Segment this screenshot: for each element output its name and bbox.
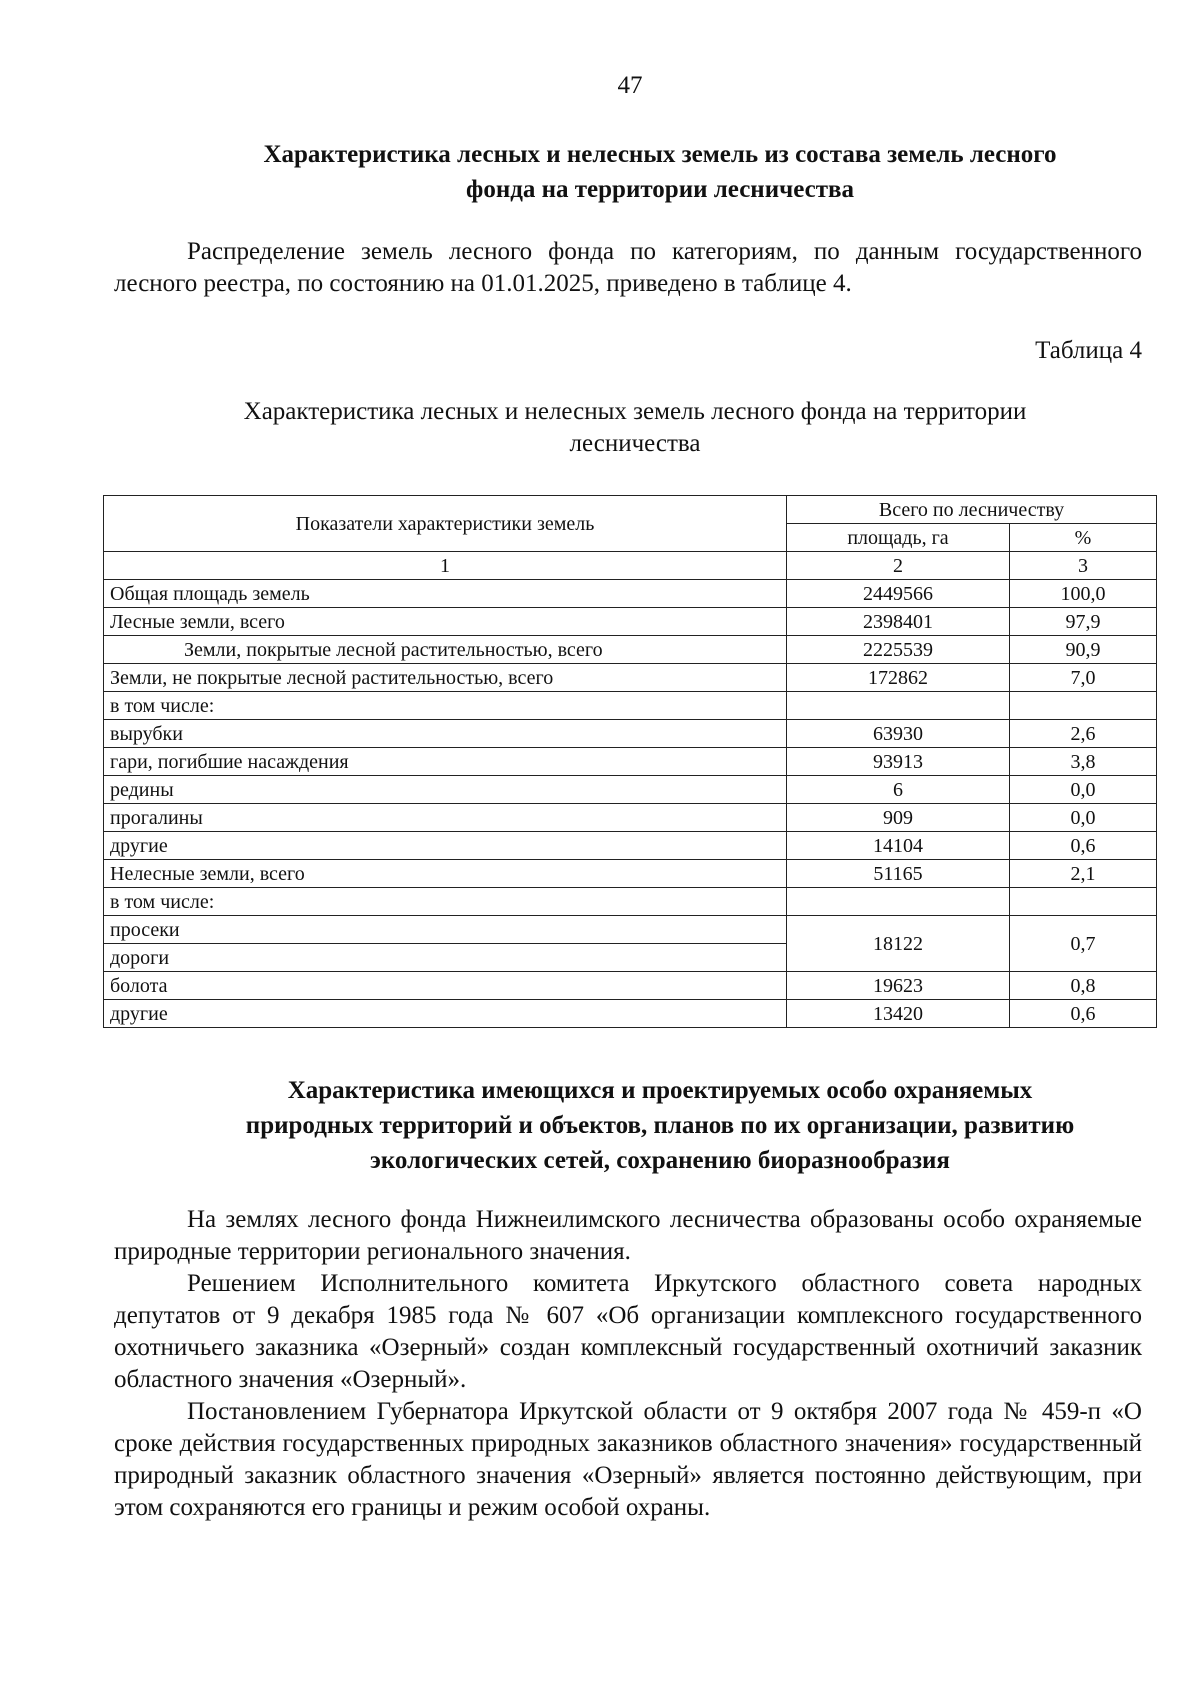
heading-line: экологических сетей, сохранению биоразнообразия [370, 1147, 950, 1174]
row-label: редины [104, 776, 787, 804]
body-paragraph: Постановлением Губернатора Иркутской области от 9 октября 2007 года № 459-п «О сроке действия государственных природных заказников областного значения» государственный природный заказник областного значения «Озерный» является постоянно действующим, при этом сохраняются его границы и режим особой охраны. [114, 1398, 1142, 1521]
table-row [104, 832, 1157, 860]
heading-line: Характеристика лесных и нелесных земель из состава земель лесного [263, 141, 1057, 168]
table-row [104, 636, 1157, 664]
row-area: 6 [787, 776, 1010, 804]
table-row [104, 804, 1157, 832]
row-area: 2449566 [787, 580, 1010, 608]
protected-areas-text [114, 1204, 1142, 1524]
header-indicator: Показатели характеристики земель [104, 496, 787, 552]
row-label: в том числе: [104, 888, 787, 916]
row-area [787, 692, 1010, 720]
row-percent [1010, 692, 1157, 720]
header-group: Всего по лесничеству [787, 496, 1157, 524]
body-paragraph: На землях лесного фонда Нижнеилимского лесничества образованы особо охраняемые природные территории регионального значения. [114, 1206, 1142, 1265]
heading-line: природных территорий и объектов, планов по их организации, развитию [245, 1112, 1075, 1139]
section-heading-protected-areas [110, 1073, 1200, 1178]
table-row [104, 608, 1157, 636]
row-area: 19623 [787, 972, 1010, 1000]
table-row [104, 748, 1157, 776]
row-area: 172862 [787, 664, 1010, 692]
row-area: 93913 [787, 748, 1010, 776]
body-paragraph: Решением Исполнительного комитета Иркутского областного совета народных депутатов от 9 декабря 1985 года № 607 «Об организации комплексного государственного охотничьего заказника «Озерный» создан комплексный государственный охотничий заказник областного значения «Озерный». [114, 1270, 1142, 1393]
row-label: другие [104, 1000, 787, 1028]
row-area: 14104 [787, 832, 1010, 860]
intro-paragraph: Распределение земель лесного фонда по категориям, по данным государственного лесного реестра, по состоянию на 01.01.2025, приведено в таблице 4. [114, 238, 1142, 297]
table-row [104, 580, 1157, 608]
row-area: 18122 [787, 916, 1010, 972]
column-number: 1 [104, 552, 787, 580]
table-title-line: лесничества [569, 430, 701, 457]
row-area: 13420 [787, 1000, 1010, 1028]
row-percent: 0,8 [1010, 972, 1157, 1000]
table-row [104, 720, 1157, 748]
row-label: болота [104, 972, 787, 1000]
table-number: Таблица 4 [1035, 337, 1142, 364]
row-area: 51165 [787, 860, 1010, 888]
table-row [104, 664, 1157, 692]
table-row [104, 972, 1157, 1000]
heading-line: Характеристика имеющихся и проектируемых особо охраняемых [287, 1077, 1033, 1104]
column-number: 3 [1010, 552, 1157, 580]
row-label: гари, погибшие насаждения [104, 748, 787, 776]
row-percent: 2,1 [1010, 860, 1157, 888]
row-area: 909 [787, 804, 1010, 832]
table-row [104, 692, 1157, 720]
column-number: 2 [787, 552, 1010, 580]
row-area: 63930 [787, 720, 1010, 748]
table-title-line: Характеристика лесных и нелесных земель лесного фонда на территории [243, 398, 1027, 425]
table-column-numbers [104, 552, 1157, 580]
row-percent: 2,6 [1010, 720, 1157, 748]
table-row [104, 1000, 1157, 1028]
row-label: Земли, покрытые лесной растительностью, всего [104, 636, 787, 664]
row-percent [1010, 888, 1157, 916]
row-area: 2225539 [787, 636, 1010, 664]
row-percent: 0,6 [1010, 1000, 1157, 1028]
row-label: просеки [104, 916, 787, 944]
header-percent: % [1010, 524, 1157, 552]
table-row [104, 888, 1157, 916]
row-percent: 7,0 [1010, 664, 1157, 692]
row-percent: 3,8 [1010, 748, 1157, 776]
row-label: прогалины [104, 804, 787, 832]
row-label: дороги [104, 944, 787, 972]
table-row [104, 860, 1157, 888]
section-heading-lands [110, 137, 1200, 207]
table-row [104, 916, 1157, 944]
table-row [104, 776, 1157, 804]
page-number: 47 [617, 72, 643, 99]
row-label: Лесные земли, всего [104, 608, 787, 636]
row-label: Общая площадь земель [104, 580, 787, 608]
row-area: 2398401 [787, 608, 1010, 636]
row-percent: 0,7 [1010, 916, 1157, 972]
row-percent: 100,0 [1010, 580, 1157, 608]
row-label: другие [104, 832, 787, 860]
table-header-row [104, 496, 1157, 524]
row-percent: 90,9 [1010, 636, 1157, 664]
row-label: Нелесные земли, всего [104, 860, 787, 888]
header-area: площадь, га [787, 524, 1010, 552]
row-percent: 0,0 [1010, 804, 1157, 832]
row-label: Земли, не покрытые лесной растительностью, всего [104, 664, 787, 692]
row-percent: 0,6 [1010, 832, 1157, 860]
heading-line: фонда на территории лесничества [466, 176, 854, 203]
row-percent: 0,0 [1010, 776, 1157, 804]
table-title [110, 396, 1160, 460]
row-label: в том числе: [104, 692, 787, 720]
row-percent: 97,9 [1010, 608, 1157, 636]
row-label: вырубки [104, 720, 787, 748]
row-area [787, 888, 1010, 916]
lands-table [103, 495, 1157, 1028]
